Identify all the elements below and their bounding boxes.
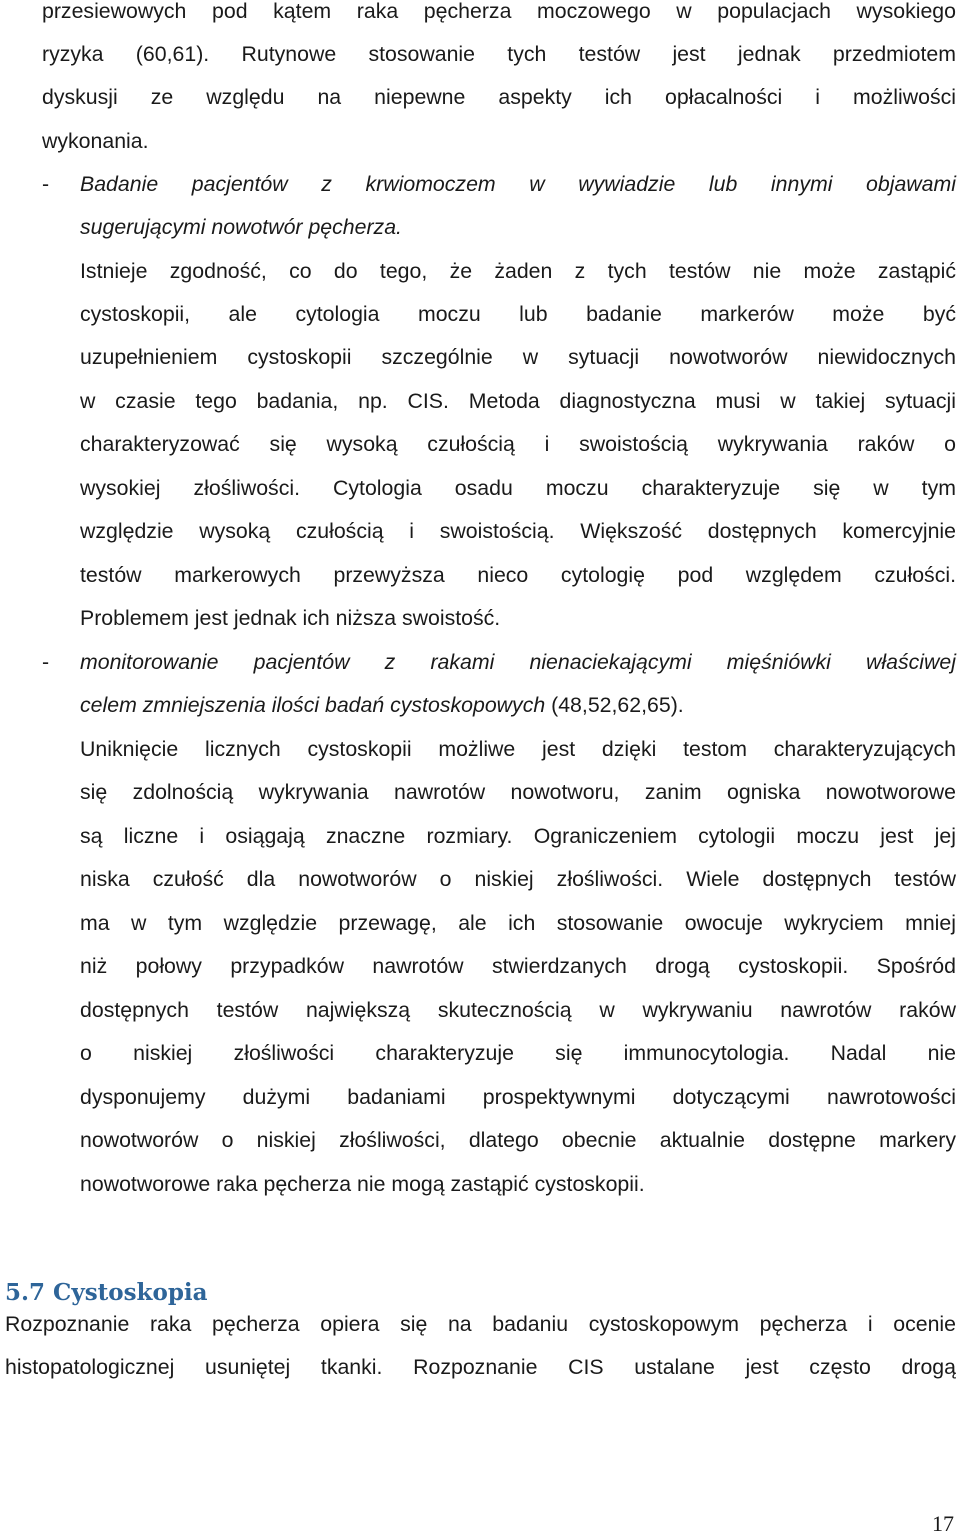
bullet-title-line: sugerującymi nowotwór pęcherza. xyxy=(80,215,402,239)
text-line: się zdolnością wykrywania nawrotów nowotworu, zanim ogniska nowotworowe xyxy=(80,780,956,804)
text-line: niska czułość dla nowotworów o niskiej złośliwości. Wiele dostępnych testów xyxy=(80,867,956,891)
text-line: wysokiej złośliwości. Cytologia osadu moczu charakteryzuje się w tym xyxy=(80,476,956,500)
bullet-title-line: Badanie pacjentów z krwiomoczem w wywiadzie lub innymi objawami xyxy=(80,172,956,196)
bullet-title-line: monitorowanie pacjentów z rakami nienaciekającymi mięśniówki właściwej xyxy=(80,650,956,674)
citation-refs: (48,52,62,65). xyxy=(545,693,684,717)
text-line: Problemem jest jednak ich niższa swoistość. xyxy=(80,606,501,630)
text-line: testów markerowych przewyższa nieco cytologię pod względem czułości. xyxy=(80,563,956,587)
text-line: nowotworowe raka pęcherza nie mogą zastąpić cystoskopii. xyxy=(80,1172,645,1196)
text-line: dostępnych testów największą skutecznością w wykrywaniu nawrotów raków xyxy=(80,998,956,1022)
text-line: przesiewowych pod kątem raka pęcherza moczowego w populacjach wysokiego xyxy=(42,0,956,23)
text-line: o niskiej złośliwości charakteryzuje się immunocytologia. Nadal nie xyxy=(80,1041,956,1065)
bullet-title-line xyxy=(80,691,684,719)
text-line: niż połowy przypadków nawrotów stwierdzanych drogą cystoskopii. Spośród xyxy=(80,954,956,978)
text-line: dysponujemy dużymi badaniami prospektywnymi dotyczącymi nawrotowości xyxy=(80,1085,956,1109)
text-line: Rozpoznanie raka pęcherza opiera się na badaniu cystoskopowym pęcherza i ocenie xyxy=(5,1312,956,1336)
text-line: Istnieje zgodność, co do tego, że żaden z tych testów nie może zastąpić xyxy=(80,259,956,283)
text-line: cystoskopii, ale cytologia moczu lub badanie markerów może być xyxy=(80,302,956,326)
text-line: nowotworów o niskiej złośliwości, dlatego obecnie aktualnie dostępne markery xyxy=(80,1128,956,1152)
bullet-dash: - xyxy=(42,650,50,674)
text-line: wykonania. xyxy=(42,129,149,153)
text-line: w czasie tego badania, np. CIS. Metoda diagnostyczna musi w takiej sytuacji xyxy=(80,389,956,413)
text-line: ma w tym względzie przewagę, ale ich stosowanie owocuje wykryciem mniej xyxy=(80,911,956,935)
section-heading: 5.7 Cystoskopia xyxy=(5,1279,208,1306)
text-line: dyskusji ze względu na niepewne aspekty ich opłacalności i możliwości xyxy=(42,85,956,109)
page-number: 17 xyxy=(932,1511,954,1536)
text-line: ryzyka (60,61). Rutynowe stosowanie tych testów jest jednak przedmiotem xyxy=(42,42,956,66)
bullet-dash: - xyxy=(42,172,50,196)
text-line: względzie wysoką czułością i swoistością. Większość dostępnych komercyjnie xyxy=(80,519,956,543)
text-line: charakteryzować się wysoką czułością i swoistością wykrywania raków o xyxy=(80,432,956,456)
text-line: są liczne i osiągają znaczne rozmiary. Ograniczeniem cytologii moczu jest jej xyxy=(80,824,956,848)
text-line: histopatologicznej usuniętej tkanki. Rozpoznanie CIS ustalane jest często drogą xyxy=(5,1355,956,1379)
text-line: Uniknięcie licznych cystoskopii możliwe jest dzięki testom charakteryzujących xyxy=(80,737,956,761)
text-line: uzupełnieniem cystoskopii szczególnie w sytuacji nowotworów niewidocznych xyxy=(80,345,956,369)
bullet-title-text: celem zmniejszenia ilości badań cystoskopowych xyxy=(80,693,546,717)
